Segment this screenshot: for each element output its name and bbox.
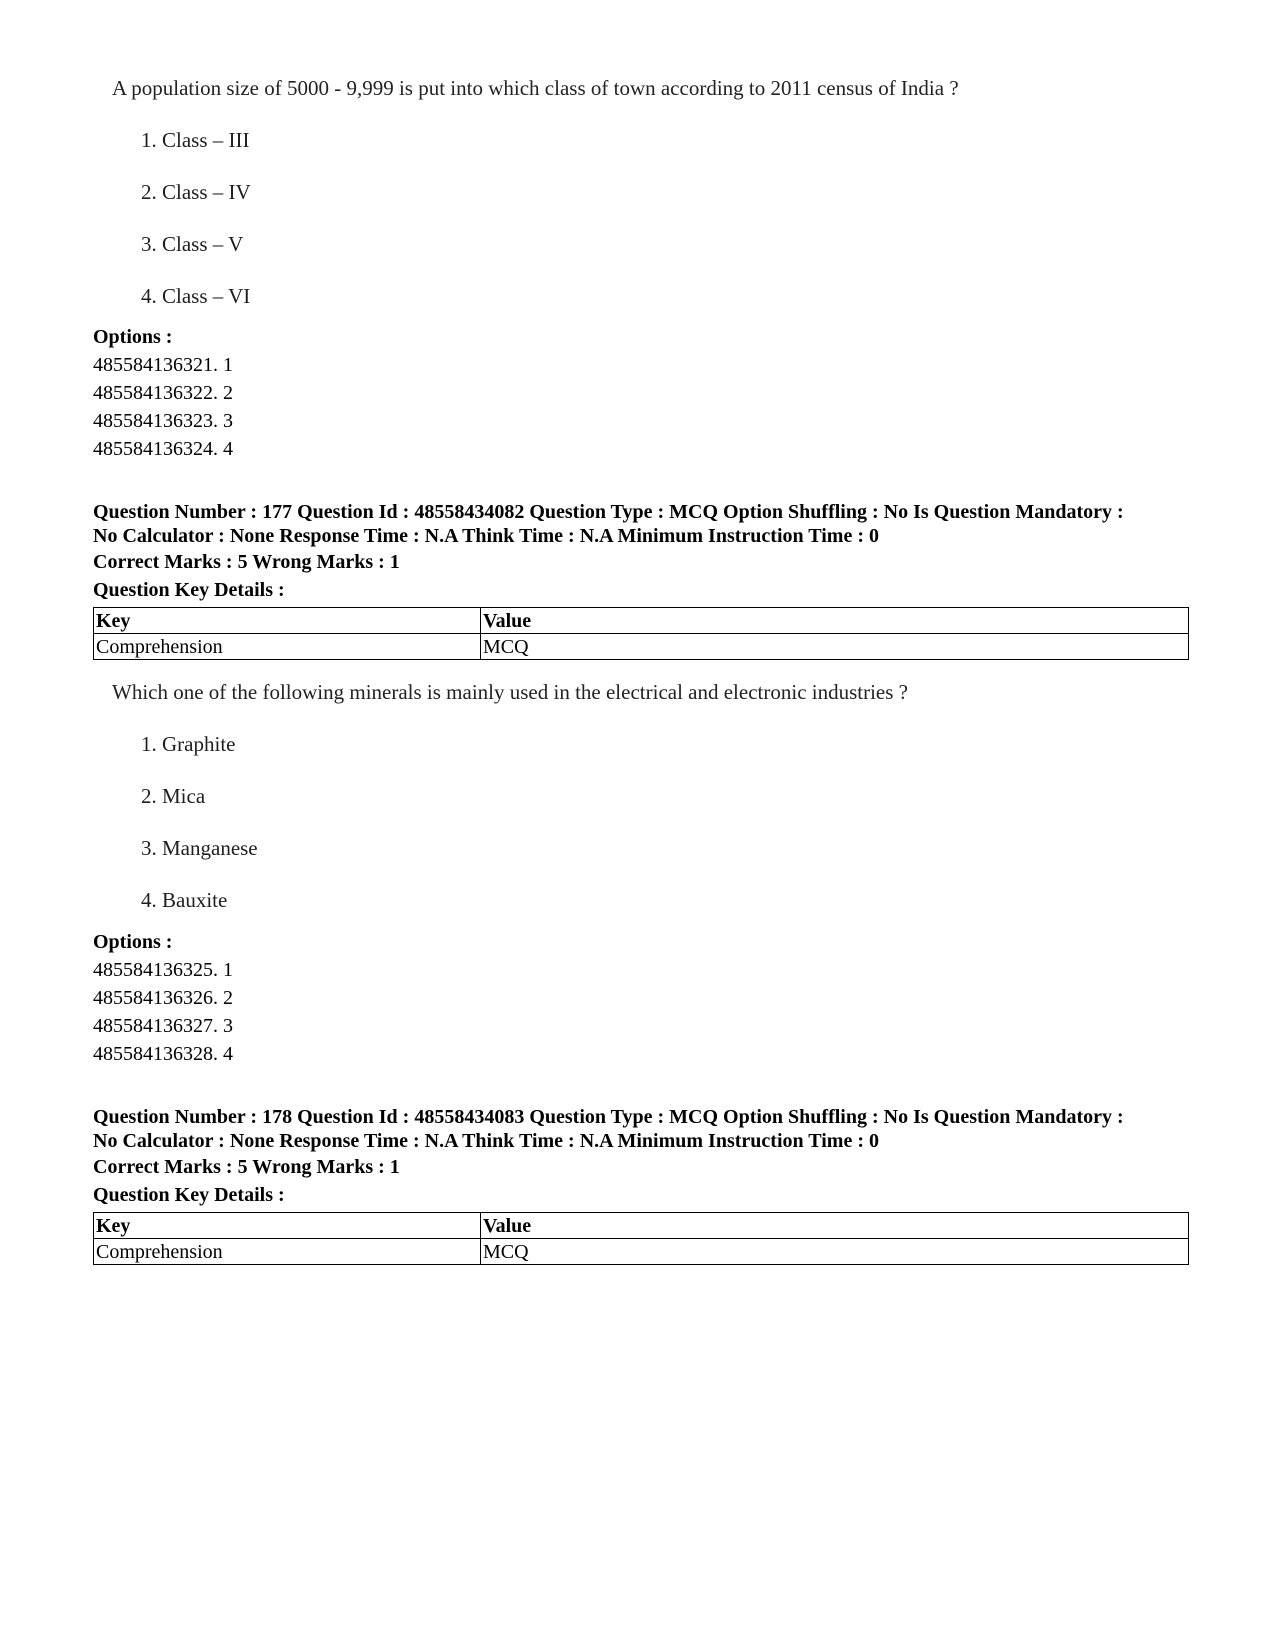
table-header-value: Value [481,608,1189,634]
option-id-2: 485584136326. 2 [93,987,233,1009]
table-header-key: Key [94,608,481,634]
table-header-row [94,608,1189,634]
option-id-3: 485584136327. 3 [93,1015,233,1037]
question-text: A population size of 5000 - 9,999 is put into which class of town according to 2011 census of India ? [112,76,959,100]
option-id-3: 485584136323. 3 [93,410,233,432]
key-details-label: Question Key Details : [93,579,285,601]
choice-4: 4. Bauxite [141,888,228,912]
options-label: Options : [93,931,173,953]
key-details-table [93,1212,1189,1265]
table-cell-value: MCQ [481,1239,1189,1265]
table-cell-key: Comprehension [94,634,481,660]
choice-2: 2. Class – IV [141,180,251,204]
key-details-label: Question Key Details : [93,1184,285,1206]
option-id-4: 485584136324. 4 [93,438,233,460]
choice-3: 3. Class – V [141,232,244,256]
option-id-1: 485584136321. 1 [93,354,233,376]
table-row [94,634,1189,660]
option-id-2: 485584136322. 2 [93,382,233,404]
question-text: Which one of the following minerals is mainly used in the electrical and electronic industries ? [112,680,909,704]
table-header-value: Value [481,1213,1189,1239]
marks-line: Correct Marks : 5 Wrong Marks : 1 [93,551,400,573]
table-header-row [94,1213,1189,1239]
table-row [94,1239,1189,1265]
options-label: Options : [93,326,173,348]
question-meta-line-2: No Calculator : None Response Time : N.A Think Time : N.A Minimum Instruction Time : 0 [93,1130,879,1152]
choice-1: 1. Graphite [141,732,236,756]
option-id-1: 485584136325. 1 [93,959,233,981]
question-meta [93,1105,1203,1153]
option-id-4: 485584136328. 4 [93,1043,233,1065]
table-header-key: Key [94,1213,481,1239]
table-cell-key: Comprehension [94,1239,481,1265]
question-meta-line-1: Question Number : 178 Question Id : 48558434083 Question Type : MCQ Option Shuffling : No Is Question Mandatory : [93,1106,1124,1128]
question-meta [93,500,1203,548]
choice-2: 2. Mica [141,784,206,808]
choice-3: 3. Manganese [141,836,258,860]
marks-line: Correct Marks : 5 Wrong Marks : 1 [93,1156,400,1178]
question-meta-line-1: Question Number : 177 Question Id : 48558434082 Question Type : MCQ Option Shuffling : No Is Question Mandatory : [93,501,1124,523]
key-details-table [93,607,1189,660]
choice-4: 4. Class – VI [141,284,251,308]
table-cell-value: MCQ [481,634,1189,660]
choice-1: 1. Class – III [141,128,250,152]
question-meta-line-2: No Calculator : None Response Time : N.A Think Time : N.A Minimum Instruction Time : 0 [93,525,879,547]
